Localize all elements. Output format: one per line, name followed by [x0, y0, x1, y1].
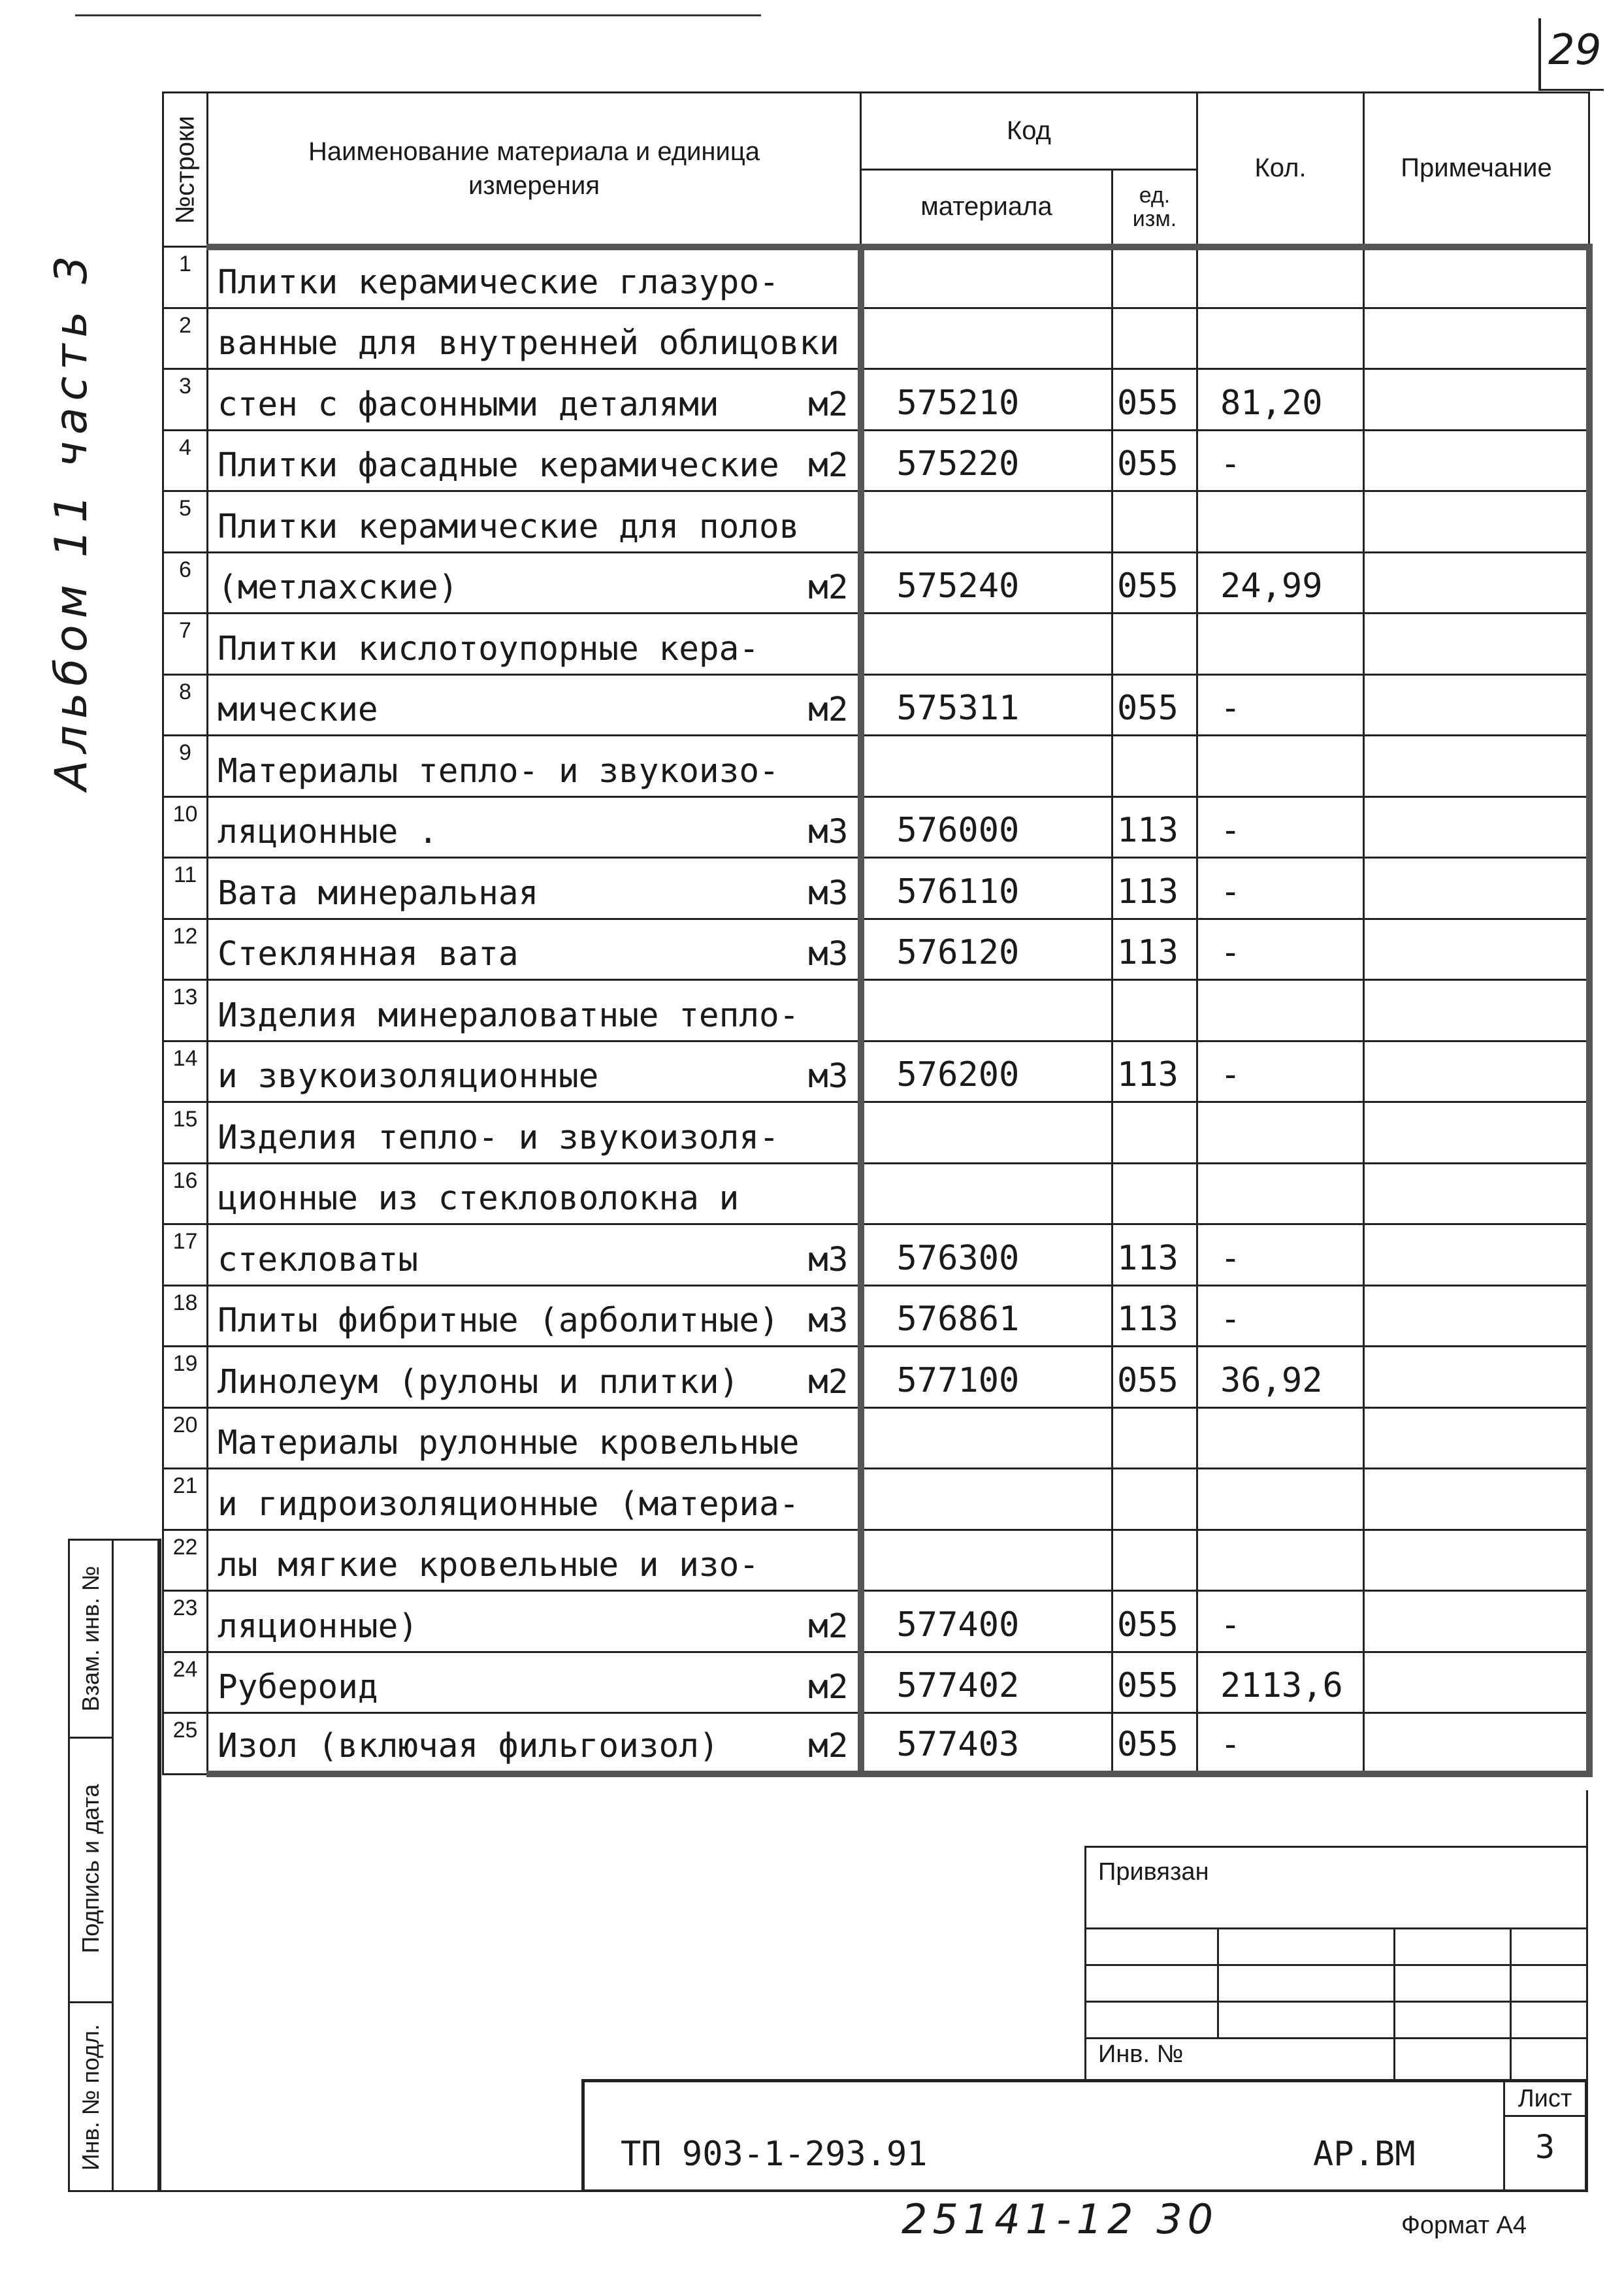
material-name — [208, 552, 861, 614]
stamp-swap-inv: Взам. инв. № — [77, 1565, 104, 1712]
spec-table — [162, 91, 1593, 1777]
note — [1364, 491, 1589, 553]
unit-code — [1112, 1102, 1197, 1164]
page-number: 29 — [1548, 26, 1602, 74]
material-code: 577100 — [861, 1347, 1112, 1408]
quantity: - — [1197, 919, 1364, 980]
material-name — [208, 1591, 861, 1652]
material-name-text: Материалы рулонные кровельные — [218, 1424, 800, 1462]
material-name — [208, 736, 861, 797]
material-code — [861, 308, 1112, 369]
quantity — [1197, 308, 1364, 369]
quantity — [1197, 247, 1364, 308]
table-row — [163, 552, 1589, 614]
unit-of-measure: м2 — [808, 1362, 849, 1401]
material-name — [208, 1224, 861, 1286]
note — [1364, 1530, 1589, 1591]
table-row — [163, 1041, 1589, 1102]
paper-format: Формат А4 — [1401, 2212, 1527, 2239]
material-name-text: лы мягкие кровельные и изо- — [218, 1546, 760, 1584]
quantity — [1197, 491, 1364, 553]
unit-of-measure: м3 — [808, 935, 849, 974]
header-material: материала — [861, 170, 1112, 247]
unit-of-measure: м3 — [808, 874, 849, 913]
note — [1364, 369, 1589, 431]
archive-number: 25141-12 30 — [901, 2195, 1219, 2243]
material-name — [208, 1407, 861, 1469]
material-code: 575311 — [861, 674, 1112, 736]
material-name-text: Изделия минераловатные тепло- — [218, 996, 800, 1035]
material-name-text: Рубероид — [218, 1668, 378, 1707]
row-number: 21 — [163, 1469, 208, 1530]
note — [1364, 1347, 1589, 1408]
unit-of-measure: м3 — [808, 813, 849, 851]
quantity — [1197, 1407, 1364, 1469]
top-rule — [75, 14, 761, 16]
quantity — [1197, 1530, 1364, 1591]
table-row — [163, 1591, 1589, 1652]
sheet-label: Лист — [1505, 2082, 1585, 2117]
material-code: 577403 — [861, 1713, 1112, 1775]
material-name — [208, 247, 861, 308]
unit-code — [1112, 614, 1197, 675]
material-code — [861, 1163, 1112, 1224]
unit-code — [1112, 1163, 1197, 1224]
note — [1364, 858, 1589, 919]
quantity: 36,92 — [1197, 1347, 1364, 1408]
quantity — [1197, 980, 1364, 1041]
quantity: - — [1197, 858, 1364, 919]
table-row — [163, 1469, 1589, 1530]
material-name — [208, 1652, 861, 1713]
note — [1364, 1407, 1589, 1469]
table-row — [163, 796, 1589, 858]
unit-code — [1112, 247, 1197, 308]
material-name — [208, 308, 861, 369]
unit-code: 113 — [1112, 858, 1197, 919]
note — [1364, 308, 1589, 369]
material-name-text: Плиты фибритные (арболитные) — [218, 1302, 779, 1340]
row-number: 24 — [163, 1652, 208, 1713]
table-row — [163, 1163, 1589, 1224]
row-number: 19 — [163, 1347, 208, 1408]
material-name — [208, 1285, 861, 1347]
material-code — [861, 1102, 1112, 1164]
unit-code — [1112, 1530, 1197, 1591]
table-row — [163, 1713, 1589, 1775]
material-code: 576300 — [861, 1224, 1112, 1286]
material-code: 576000 — [861, 796, 1112, 858]
table-row — [163, 430, 1589, 491]
material-name — [208, 1530, 861, 1591]
note — [1364, 1102, 1589, 1164]
note — [1364, 247, 1589, 308]
material-name — [208, 1041, 861, 1102]
material-code: 577400 — [861, 1591, 1112, 1652]
page-corner-line — [1538, 18, 1541, 90]
material-name — [208, 1347, 861, 1408]
material-name-text: Вата минеральная — [218, 874, 539, 913]
unit-of-measure: м2 — [808, 385, 849, 424]
material-name-text: (метлахские) — [218, 568, 459, 607]
quantity: - — [1197, 674, 1364, 736]
table-row — [163, 308, 1589, 369]
row-number: 4 — [163, 430, 208, 491]
unit-code: 055 — [1112, 674, 1197, 736]
material-name-text: Стеклянная вата — [218, 935, 519, 974]
material-name — [208, 1163, 861, 1224]
material-code: 576110 — [861, 858, 1112, 919]
note — [1364, 919, 1589, 980]
row-number: 14 — [163, 1041, 208, 1102]
unit-of-measure: м2 — [808, 1607, 849, 1646]
material-name — [208, 430, 861, 491]
quantity: 24,99 — [1197, 552, 1364, 614]
table-row — [163, 247, 1589, 308]
table-row — [163, 919, 1589, 980]
note — [1364, 980, 1589, 1041]
quantity — [1197, 736, 1364, 797]
unit-code: 055 — [1112, 1591, 1197, 1652]
unit-code — [1112, 491, 1197, 553]
material-code — [861, 614, 1112, 675]
row-number: 6 — [163, 552, 208, 614]
material-name-text: ванные для внутренней облицовки — [218, 324, 839, 363]
quantity: - — [1197, 1713, 1364, 1775]
material-code — [861, 980, 1112, 1041]
quantity: - — [1197, 1285, 1364, 1347]
material-name-text: мические — [218, 691, 378, 729]
unit-code: 055 — [1112, 1652, 1197, 1713]
stamp-inv-orig: Инв. № подл. — [77, 2024, 104, 2171]
table-row — [163, 1224, 1589, 1286]
unit-of-measure: м2 — [808, 691, 849, 729]
table-row — [163, 1530, 1589, 1591]
stamp-sign-date: Подпись и дата — [77, 1784, 104, 1954]
note — [1364, 1224, 1589, 1286]
row-number: 11 — [163, 858, 208, 919]
material-name — [208, 1469, 861, 1530]
row-number: 12 — [163, 919, 208, 980]
frame-left — [159, 1539, 161, 2192]
unit-of-measure: м3 — [808, 1302, 849, 1340]
unit-of-measure: м2 — [808, 446, 849, 485]
material-name — [208, 369, 861, 431]
row-number: 8 — [163, 674, 208, 736]
unit-code — [1112, 1469, 1197, 1530]
table-row — [163, 980, 1589, 1041]
quantity: - — [1197, 1041, 1364, 1102]
material-code: 576120 — [861, 919, 1112, 980]
album-note: Альбом 11 часть 3 — [46, 249, 97, 791]
header-name: Наименование материала и единица измерения — [208, 93, 861, 247]
quantity: - — [1197, 430, 1364, 491]
material-code — [861, 1530, 1112, 1591]
table-row — [163, 1285, 1589, 1347]
row-number: 10 — [163, 796, 208, 858]
material-code — [861, 1469, 1112, 1530]
unit-code: 113 — [1112, 796, 1197, 858]
page-corner-underline — [1538, 89, 1604, 91]
unit-of-measure: м2 — [808, 1727, 849, 1765]
note — [1364, 1652, 1589, 1713]
material-name — [208, 796, 861, 858]
header-unit-code: ед. изм. — [1112, 170, 1197, 247]
row-number: 13 — [163, 980, 208, 1041]
header-row-no: №строки — [163, 93, 208, 247]
material-code: 576861 — [861, 1285, 1112, 1347]
table-row — [163, 614, 1589, 675]
note — [1364, 1285, 1589, 1347]
note — [1364, 1041, 1589, 1102]
material-name — [208, 1102, 861, 1164]
material-name-text: Материалы тепло- и звукоизо- — [218, 751, 779, 791]
table-row — [163, 1347, 1589, 1408]
quantity: - — [1197, 1224, 1364, 1286]
material-name-text: Изол (включая фильгоизол) — [218, 1727, 719, 1765]
unit-code — [1112, 308, 1197, 369]
note — [1364, 736, 1589, 797]
note — [1364, 614, 1589, 675]
row-number: 5 — [163, 491, 208, 553]
material-name-text: Плитки керамические глазуро- — [218, 263, 779, 302]
quantity: - — [1197, 796, 1364, 858]
binding-inv: Инв. № — [1098, 2040, 1184, 2068]
unit-code: 113 — [1112, 1285, 1197, 1347]
unit-code: 055 — [1112, 369, 1197, 431]
material-name-text: Плитки керамические для полов — [218, 507, 800, 546]
material-name — [208, 919, 861, 980]
material-name-text: Изделия тепло- и звукоизоля- — [218, 1118, 779, 1157]
table-row — [163, 1652, 1589, 1713]
quantity: 2113,6 — [1197, 1652, 1364, 1713]
material-name-text: стен с фасонными деталями — [218, 385, 719, 424]
row-number: 25 — [163, 1713, 208, 1775]
note — [1364, 430, 1589, 491]
row-number: 16 — [163, 1163, 208, 1224]
binding-stamp — [1084, 1846, 1588, 2081]
row-number: 23 — [163, 1591, 208, 1652]
sheet-box — [1503, 2082, 1585, 2189]
table-row — [163, 858, 1589, 919]
row-number: 2 — [163, 308, 208, 369]
header-code-group: Код — [861, 93, 1197, 170]
table-row — [163, 674, 1589, 736]
material-name — [208, 674, 861, 736]
table-row — [163, 1102, 1589, 1164]
row-number: 9 — [163, 736, 208, 797]
unit-code: 055 — [1112, 430, 1197, 491]
material-name-text: и гидроизоляционные (материа- — [218, 1484, 800, 1524]
left-stamp — [68, 1539, 159, 2192]
note — [1364, 1591, 1589, 1652]
binding-label: Привязан — [1098, 1858, 1209, 1886]
unit-of-measure: м3 — [808, 1057, 849, 1096]
table-row — [163, 1407, 1589, 1469]
quantity — [1197, 1469, 1364, 1530]
material-code: 575220 — [861, 430, 1112, 491]
unit-code: 055 — [1112, 1713, 1197, 1775]
row-number: 18 — [163, 1285, 208, 1347]
material-code: 576200 — [861, 1041, 1112, 1102]
material-code — [861, 736, 1112, 797]
unit-code: 055 — [1112, 1347, 1197, 1408]
material-code — [861, 1407, 1112, 1469]
document-code: АР.ВМ — [1313, 2135, 1416, 2174]
material-name-text: Плитки кислотоупорные кера- — [218, 629, 760, 668]
material-name-text: Линолеум (рулоны и плитки) — [218, 1362, 739, 1401]
unit-code: 055 — [1112, 552, 1197, 614]
unit-of-measure: м2 — [808, 568, 849, 607]
material-name — [208, 1713, 861, 1775]
note — [1364, 1713, 1589, 1775]
material-code: 575240 — [861, 552, 1112, 614]
quantity — [1197, 1163, 1364, 1224]
row-number: 1 — [163, 247, 208, 308]
unit-code: 113 — [1112, 919, 1197, 980]
unit-code — [1112, 980, 1197, 1041]
unit-code: 113 — [1112, 1041, 1197, 1102]
quantity: - — [1197, 1591, 1364, 1652]
note — [1364, 1163, 1589, 1224]
unit-code: 113 — [1112, 1224, 1197, 1286]
row-number: 20 — [163, 1407, 208, 1469]
unit-code — [1112, 736, 1197, 797]
header-qty: Кол. — [1197, 93, 1364, 247]
material-name-text: ционные из стекловолокна и — [218, 1179, 739, 1218]
table-row — [163, 736, 1589, 797]
title-block — [581, 2079, 1588, 2191]
material-code: 577402 — [861, 1652, 1112, 1713]
sheet-number: 3 — [1535, 2128, 1555, 2166]
header-note: Примечание — [1364, 93, 1589, 247]
material-name-text: стекловаты — [218, 1240, 419, 1279]
row-number: 17 — [163, 1224, 208, 1286]
row-number: 3 — [163, 369, 208, 431]
row-number: 22 — [163, 1530, 208, 1591]
quantity: 81,20 — [1197, 369, 1364, 431]
material-name-text: Плитки фасадные керамические — [218, 446, 779, 485]
note — [1364, 1469, 1589, 1530]
material-name — [208, 980, 861, 1041]
unit-of-measure: м3 — [808, 1240, 849, 1279]
table-row — [163, 369, 1589, 431]
material-name — [208, 858, 861, 919]
document-number: ТП 903-1-293.91 — [621, 2135, 928, 2174]
unit-of-measure: м2 — [808, 1668, 849, 1707]
unit-code — [1112, 1407, 1197, 1469]
material-name-text: ляционные . — [218, 813, 438, 851]
row-number: 7 — [163, 614, 208, 675]
note — [1364, 674, 1589, 736]
note — [1364, 552, 1589, 614]
quantity — [1197, 614, 1364, 675]
quantity — [1197, 1102, 1364, 1164]
material-code — [861, 491, 1112, 553]
material-code: 575210 — [861, 369, 1112, 431]
material-name-text: ляционные) — [218, 1607, 419, 1646]
table-row — [163, 491, 1589, 553]
material-name — [208, 614, 861, 675]
note — [1364, 796, 1589, 858]
material-code — [861, 247, 1112, 308]
material-name-text: и звукоизоляционные — [218, 1057, 599, 1096]
material-name — [208, 491, 861, 553]
row-number: 15 — [163, 1102, 208, 1164]
